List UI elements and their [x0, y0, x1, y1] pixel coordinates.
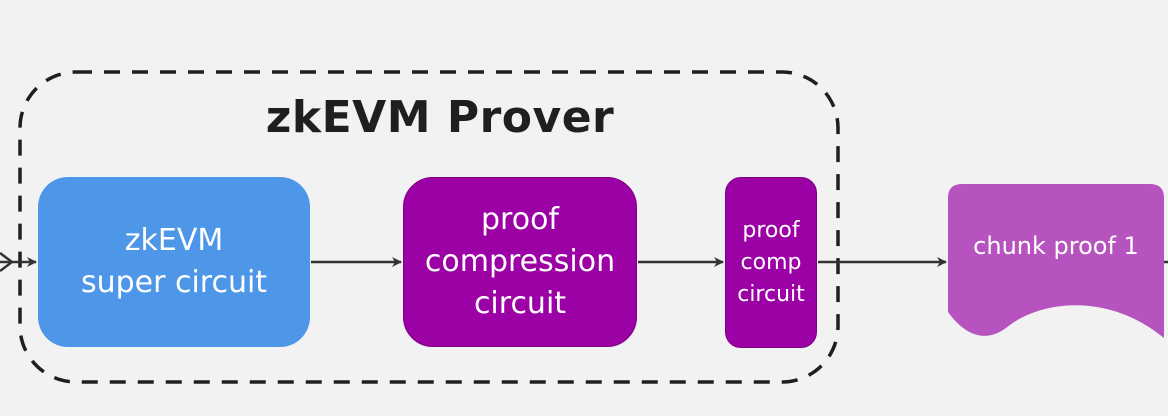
node-label-line: circuit [473, 286, 567, 321]
node-label-line: circuit [737, 281, 805, 307]
node-label-line: super circuit [80, 265, 268, 300]
proof-comp-circuit-node [725, 177, 817, 348]
node-label-line: proof [481, 202, 559, 237]
node-label-line: proof [742, 217, 800, 243]
proof-compression-circuit-node [403, 177, 637, 347]
super-circuit-node [38, 177, 310, 347]
node-label-line: zkEVM [124, 223, 224, 258]
node-label-line: comp [740, 249, 802, 275]
chunk-proof-node [948, 184, 1164, 344]
node-label-line: chunk proof 1 [973, 232, 1139, 260]
group-title: zkEVM Prover [265, 92, 615, 143]
node-label-line: compression [424, 244, 616, 279]
